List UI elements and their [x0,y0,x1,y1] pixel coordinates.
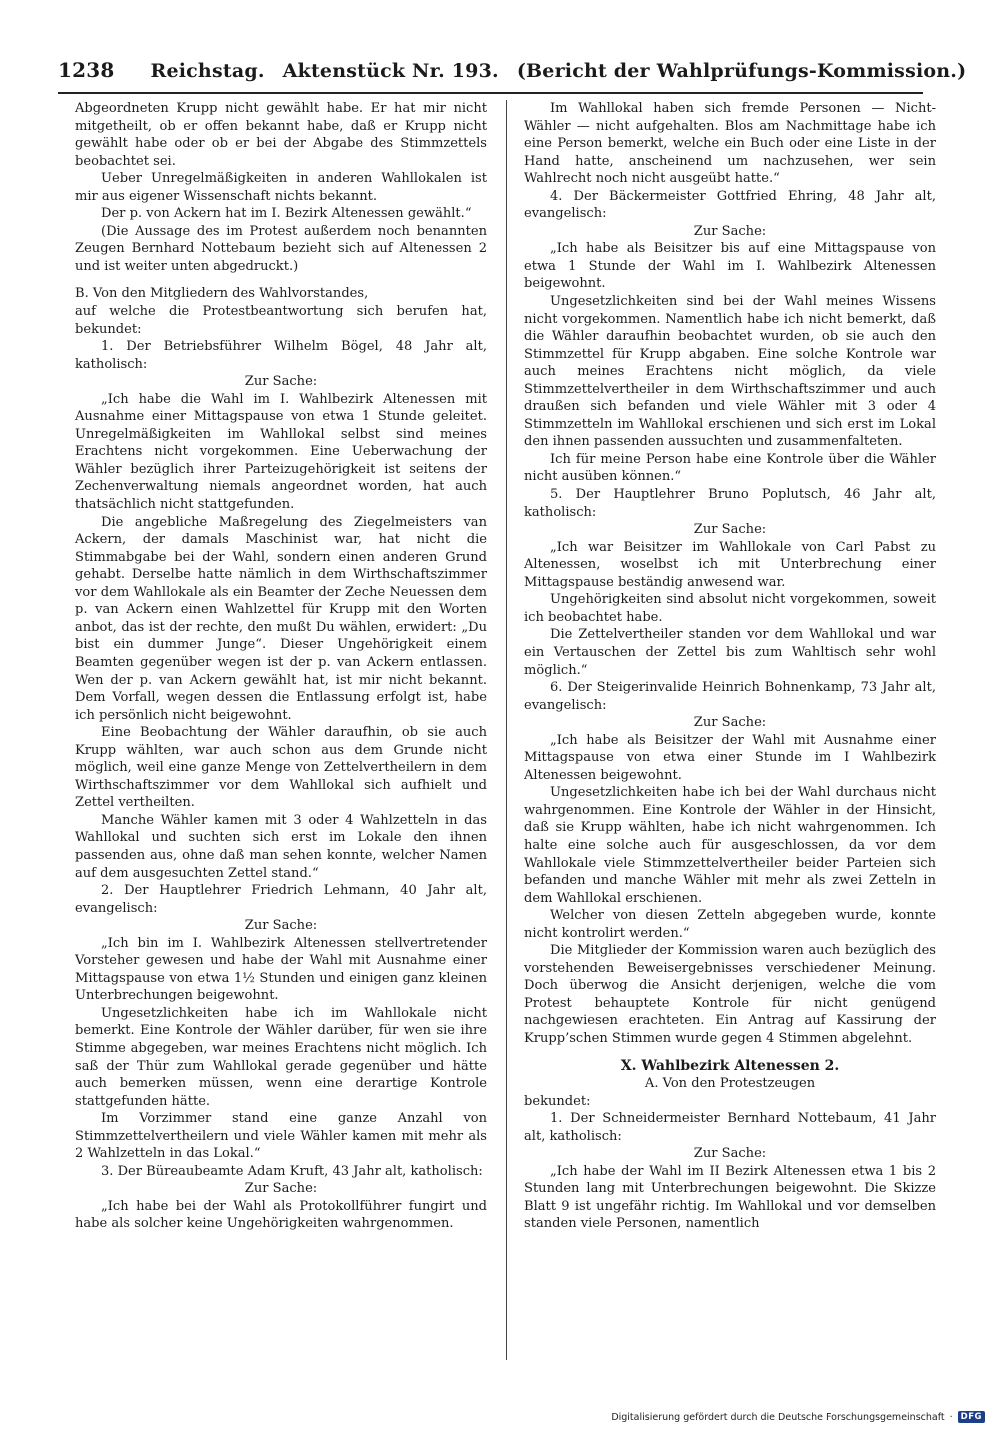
paragraph: Ueber Unregelmäßigkeiten in anderen Wahllokalen ist mir aus eigener Wissenschaft nichts bekannt. [75,171,487,204]
paragraph: 5. Der Hauptlehrer Bruno Poplutsch, 46 Jahr alt, katholisch: [524,487,936,520]
paragraph: 4. Der Bäckermeister Gottfried Ehring, 48 Jahr alt, evangelisch: [524,188,936,222]
paragraph: Die angebliche Maßregelung des Ziegelmeisters van Ackern, der damals Maschinist war, hat nicht die Stimmabgabe bei der Wahl, sondern einen anderen Grund gehabt. Derselbe hatte nämlich in dem Wirthschaftszimmer vor dem Wahllokale als ein Beamter der Zeche Neuessen dem p. van Ackern einen Wahlzettel für Krupp mit den Worten anbot, das ist der rechte, den mußt Du wählen, erwidert: „Du bist ein dummer Junge“. Dieser Ungehörigkeit einem Beamten gegenüber wegen ist der p. van Ackern entlassen. Wen der p. van Ackern gewählt hat, ist mir nicht bekannt. Dem Vorfall, wegen dessen die Entlassung erfolgt ist, habe ich persönlich nicht beigewohnt. [75,514,487,723]
paragraph: „Ich habe als Beisitzer bis auf eine Mittagspause von etwa 1 Stunde der Wahl im I. Wahlbezirk Altenessen beigewohnt. [524,241,936,292]
paragraph: 3. Der Büreaubeamte Adam Kruft, 43 Jahr alt, katholisch: [101,1163,483,1179]
paragraph: 2. Der Hauptlehrer Friedrich Lehmann, 40 Jahr alt, evangelisch: [75,883,487,916]
parliament-name: Reichstag. [150,60,265,82]
paragraph: Zur Sache: [693,522,767,538]
paragraph: 1. Der Betriebsführer Wilhelm Bögel, 48 Jahr alt, katholisch: [75,339,487,372]
paragraph: Zur Sache: [244,918,318,934]
header-rule [58,92,923,94]
paragraph: Zur Sache: [244,374,318,390]
footer-credit: Digitalisierung gefördert durch die Deutsche Forschungsgemeinschaft [611,1411,945,1423]
paragraph: „Ich war Beisitzer im Wahllokale von Carl Pabst zu Altenessen, woselbst ich mit Unterbrechung einer Mittagspause beständig anwesend war. [524,539,936,590]
paragraph: Zur Sache: [693,1146,767,1162]
paragraph: Welcher von diesen Zetteln abgegeben wurde, konnte nicht kontrolirt werden.“ [524,908,936,941]
paragraph: Zur Sache: [244,1181,318,1197]
paragraph: Abgeordneten Krupp nicht gewählt habe. Er hat mir nicht mitgetheilt, ob er offen bekannt habe, daß er Krupp nicht gewählt habe oder ob er bei der Abgabe des Stimmzettels beobachtet sei. [75,101,487,169]
paragraph: „Ich habe bei der Wahl als Protokollführer fungirt und habe als solcher keine Ungehörigkeiten wahrgenommen. [75,1198,487,1232]
paragraph: Im Wahllokal haben sich fremde Personen — Nicht-Wähler — nicht aufgehalten. Blos am Nachmittage habe ich eine Person bemerkt, welche ein Buch oder eine Liste in der Hand hatte, anscheinend um nachzusehen, wer sein Wahlrecht noch nicht ausgeübt hatte.“ [524,101,936,187]
paragraph: Die Zettelvertheiler standen vor dem Wahllokal und war ein Vertauschen der Zettel bis zum Wahltisch sehr wohl möglich.“ [524,627,936,678]
paragraph: Ungesetzlichkeiten sind bei der Wahl meines Wissens nicht vorgekommen. Namentlich habe ich nicht bemerkt, daß die Wähler daraufhin beobachtet wurden, ob sie auch den Stimmzettel für Krupp abgaben. Eine solche Kontrole war auch meines Erachtens nicht möglich, da viele Stimmzettelvertheiler in dem Wirthschaftszimmer und auch draußen sich befanden und viele Wähler mit 3 oder 4 Stimmzetteln im Wahllokal erschienen und sich erst im Lokal den ihnen passenden aussuchten und zusammenfalteten. [524,294,936,450]
paragraph: „Ich bin im I. Wahlbezirk Altenessen stellvertretender Vorsteher gewesen und habe der Wahl mit Ausnahme einer Mittagspause von etwa 1½ Stunden und einigen ganz kleinen Unterbrechungen beigewohnt. [75,935,487,1004]
footer-separator: · [949,1411,953,1423]
column-divider [506,100,507,1360]
paragraph: Der p. von Ackern hat im I. Bezirk Altenessen gewählt.“ [101,206,472,222]
document-label [283,60,499,82]
paragraph: Manche Wähler kamen mit 3 oder 4 Wahlzetteln in das Wahllokal und suchten sich erst im Lokale den ihnen passenden aus, ohne daß man sehen konnte, welcher Namen auf dem ausgesuchten Zettel stand.“ [75,812,487,881]
paragraph: Im Vorzimmer stand eine ganze Anzahl von Stimmzettelvertheilern und viele Wähler kamen mit mehr als 2 Wahlzetteln in das Lokal.“ [75,1111,487,1162]
paragraph: auf welche die Protestbeantwortung sich berufen hat, bekundet: [75,304,487,337]
paragraph: B. Von den Mitgliedern des Wahlvorstandes, [75,286,369,302]
paragraph: Zur Sache: [693,715,767,731]
paragraph: „Ich habe die Wahl im I. Wahlbezirk Altenessen mit Ausnahme einer Mittagspause von etwa 1 Stunde geleitet. Unregelmäßigkeiten im Wahllokal selbst sind meines Erachtens nicht vorgekommen. Eine Ueberwachung der Wähler bezüglich ihrer Parteizugehörigkeit ist seitens der Zechenverwaltung niemals angeordnet worden, hat auch thatsächlich nicht stattgefunden. [75,391,487,513]
paragraph: Ungesetzlichkeiten habe ich bei der Wahl durchaus nicht wahrgenommen. Eine Kontrole der Wähler in der Hinsicht, daß sie Krupp wählten, habe ich nicht wahrgenommen. Ich halte eine solche auch für ausgeschlossen, da vor dem Wahllokale viele Stimmzettelvertheiler beider Parteien sich befanden und manche Wähler mit mehr als zwei Zetteln in dem Wahllokal erschienen. [524,785,936,906]
paragraph: „Ich habe als Beisitzer der Wahl mit Ausnahme einer Mittagspause von etwa einer Stunde im I Wahlbezirk Altenessen beigewohnt. [524,732,936,783]
right-column [524,100,936,1233]
paragraph: „Ich habe der Wahl im II Bezirk Altenessen etwa 1 bis 2 Stunden lang mit Unterbrechungen beigewohnt. Die Skizze Blatt 9 ist ungefähr richtig. Im Wahllokal und vor demselben standen viele Personen, namentlich [524,1163,936,1232]
paragraph: X. Wahlbezirk Altenessen 2. [620,1057,840,1074]
dfg-logo-icon: DFG [958,1411,985,1423]
paragraph: Ich für meine Person habe eine Kontrole über die Wähler nicht ausüben können.“ [524,451,936,485]
document-prefix: Aktenstück Nr. [282,60,445,82]
paragraph: 6. Der Steigerinvalide Heinrich Bohnenkamp, 73 Jahr alt, evangelisch: [524,680,936,713]
paragraph: bekundet: [524,1093,591,1109]
paragraph: (Die Aussage des im Protest außerdem noch benannten Zeugen Bernhard Nottebaum bezieht sich auf Altenessen 2 und ist weiter unten abgedruckt.) [75,223,487,274]
paragraph: 1. Der Schneidermeister Bernhard Nottebaum, 41 Jahr alt, katholisch: [524,1111,936,1144]
paragraph: Ungehörigkeiten sind absolut nicht vorgekommen, soweit ich beobachtet habe. [524,592,936,625]
paragraph: Die Mitglieder der Kommission waren auch bezüglich des vorstehenden Beweisergebnisses verschiedener Meinung. Doch überwog die Ansicht derjenigen, welche die vom Protest behauptete Kontrole für nicht genügend nachgewiesen erachteten. Ein Antrag auf Kassirung der Krupp’schen Stimmen wurde gegen 4 Stimmen abgelehnt. [524,943,936,1046]
left-column [75,100,487,1233]
document-number: 193. [451,60,499,82]
page-header [58,58,967,82]
page-number: 1238 [58,58,115,82]
footer [600,1411,985,1423]
paragraph: Eine Beobachtung der Wähler daraufhin, ob sie auch Krupp wählten, war auch schon aus dem Grunde nicht möglich, weil eine ganze Menge von Zettelvertheilern in dem Wirthschaftszimmer vor dem Wahllokal sich aufhielt und Zettel vertheilten. [75,725,487,811]
report-title: (Bericht der Wahlprüfungs-Kommission.) [516,60,967,82]
paragraph: Ungesetzlichkeiten habe ich im Wahllokale nicht bemerkt. Eine Kontrole der Wähler darüber, für wen sie ihre Stimme abgegeben, war meines Erachtens nicht möglich. Ich saß der Thür zum Wahllokal gerade gegenüber und hätte auch bemerken müssen, wenn eine derartige Kontrole stattgefunden hätte. [75,1005,487,1109]
paragraph: Zur Sache: [693,223,767,239]
paragraph: A. Von den Protestzeugen [644,1076,816,1092]
